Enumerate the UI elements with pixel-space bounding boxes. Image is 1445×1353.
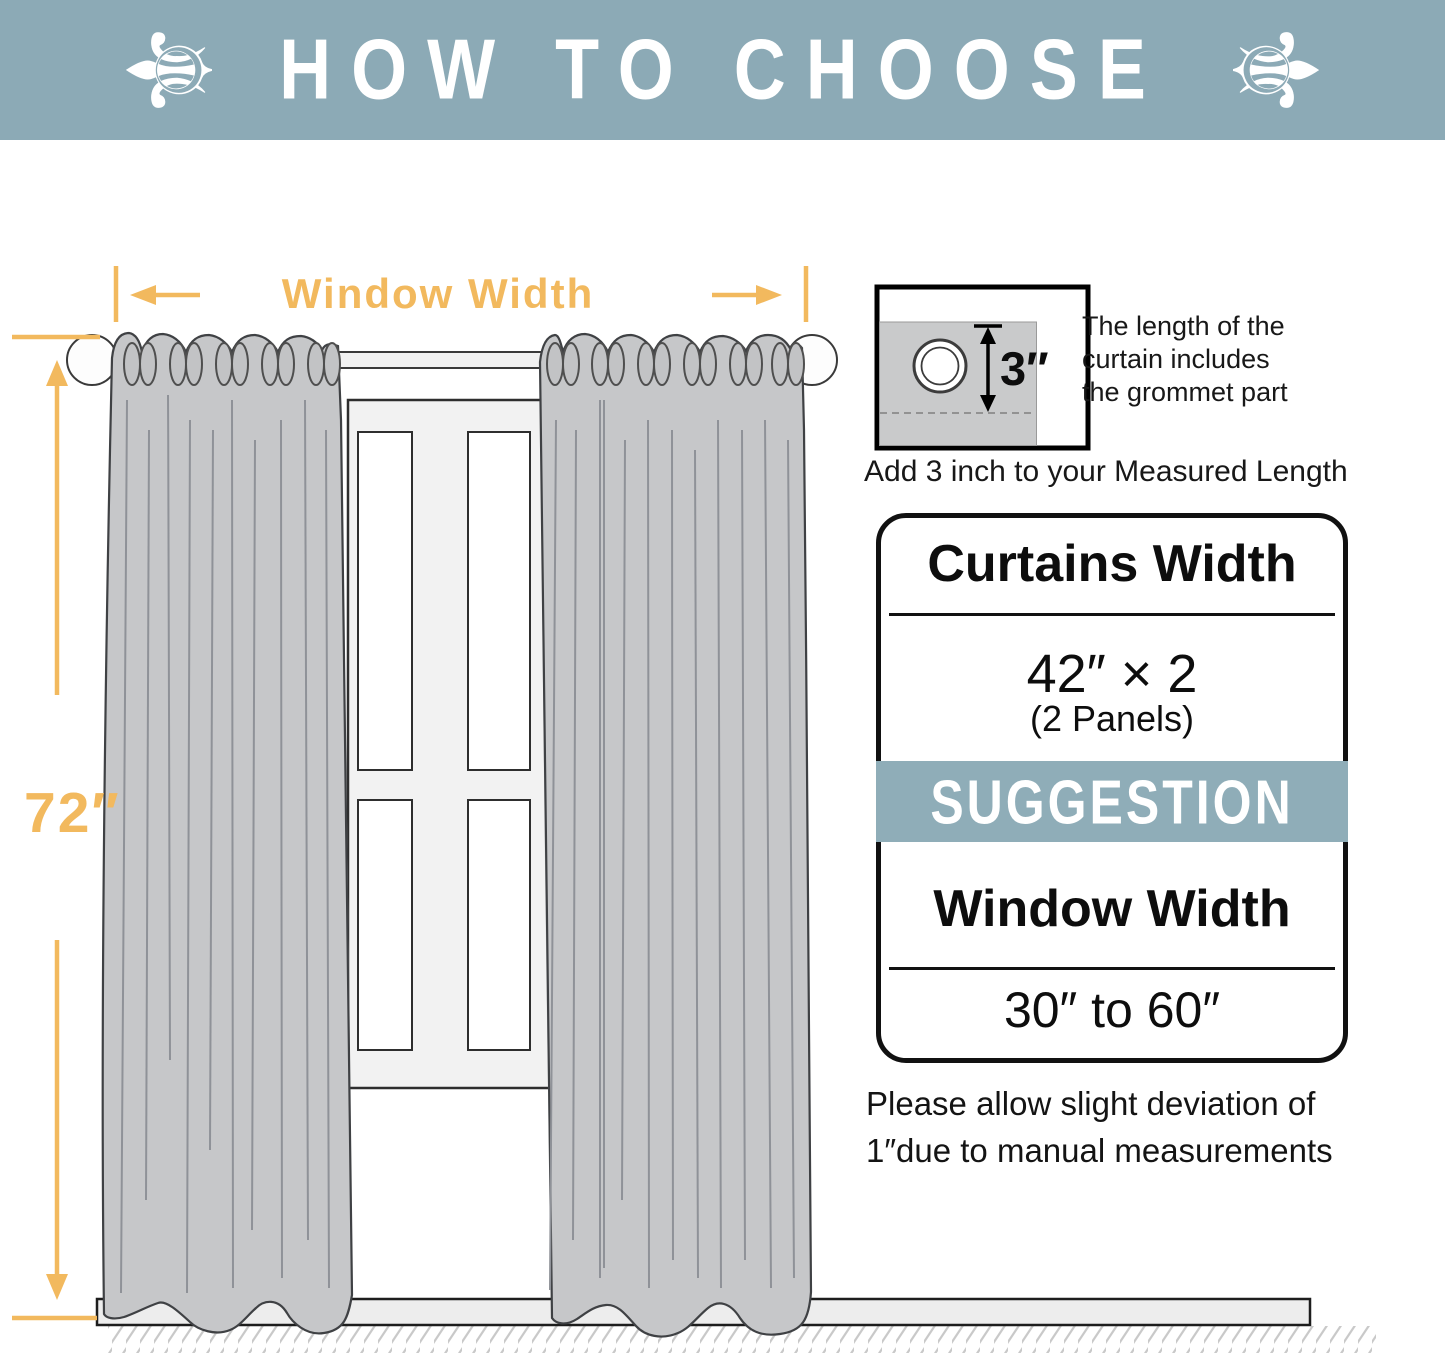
grommet-note-line: The length of the <box>1082 311 1285 341</box>
floor-hatching <box>108 1326 1376 1353</box>
size-suggestion-box <box>876 513 1348 1063</box>
curtain-left <box>103 333 352 1333</box>
arrow-left-icon <box>130 285 156 305</box>
page-title: HOW TO CHOOSE <box>279 22 1166 118</box>
divider <box>889 613 1335 616</box>
window-width-dimension-label: Window Width <box>281 270 595 317</box>
grommet-measure-label: 3″ <box>1000 342 1049 395</box>
rod-finial <box>67 335 117 385</box>
footnote-line: Please allow slight deviation of <box>866 1085 1316 1122</box>
footnote-line: 1″due to manual measurements <box>866 1132 1333 1169</box>
grommet-diagram <box>877 287 1088 448</box>
fleur-de-lis-icon: ⚜ <box>102 17 241 123</box>
curtains-width-value: 42″ × 2 <box>1026 644 1198 704</box>
grommet-note-line: curtain includes <box>1082 344 1270 374</box>
window-pane <box>468 800 530 1050</box>
header-banner <box>0 0 1445 140</box>
window-pane <box>358 800 412 1050</box>
arrow-up-icon <box>46 360 68 386</box>
window-pane <box>468 432 530 770</box>
divider <box>889 967 1335 970</box>
suggestion-banner <box>876 761 1348 842</box>
window-width-title: Window Width <box>933 880 1291 938</box>
window-pane <box>358 432 412 770</box>
panels-count: (2 Panels) <box>1029 698 1195 739</box>
suggestion-banner-label: SUGGESTION <box>930 766 1294 837</box>
curtains-width-title: Curtains Width <box>927 535 1297 593</box>
curtain-length-dimension-label: 72″ <box>24 781 121 845</box>
arrow-right-icon <box>756 285 782 305</box>
deviation-footnote <box>866 1080 1366 1174</box>
window-width-value: 30″ to 60″ <box>1003 982 1221 1038</box>
arrow-down-icon <box>46 1274 68 1300</box>
grommet-note <box>1082 310 1342 409</box>
window-frame <box>348 400 560 1088</box>
add-length-note: Add 3 inch to your Measured Length <box>864 455 1348 488</box>
curtain-right <box>540 334 811 1337</box>
fleur-de-lis-icon: ⚜ <box>1204 17 1343 123</box>
grommet-note-line: the grommet part <box>1082 377 1288 407</box>
